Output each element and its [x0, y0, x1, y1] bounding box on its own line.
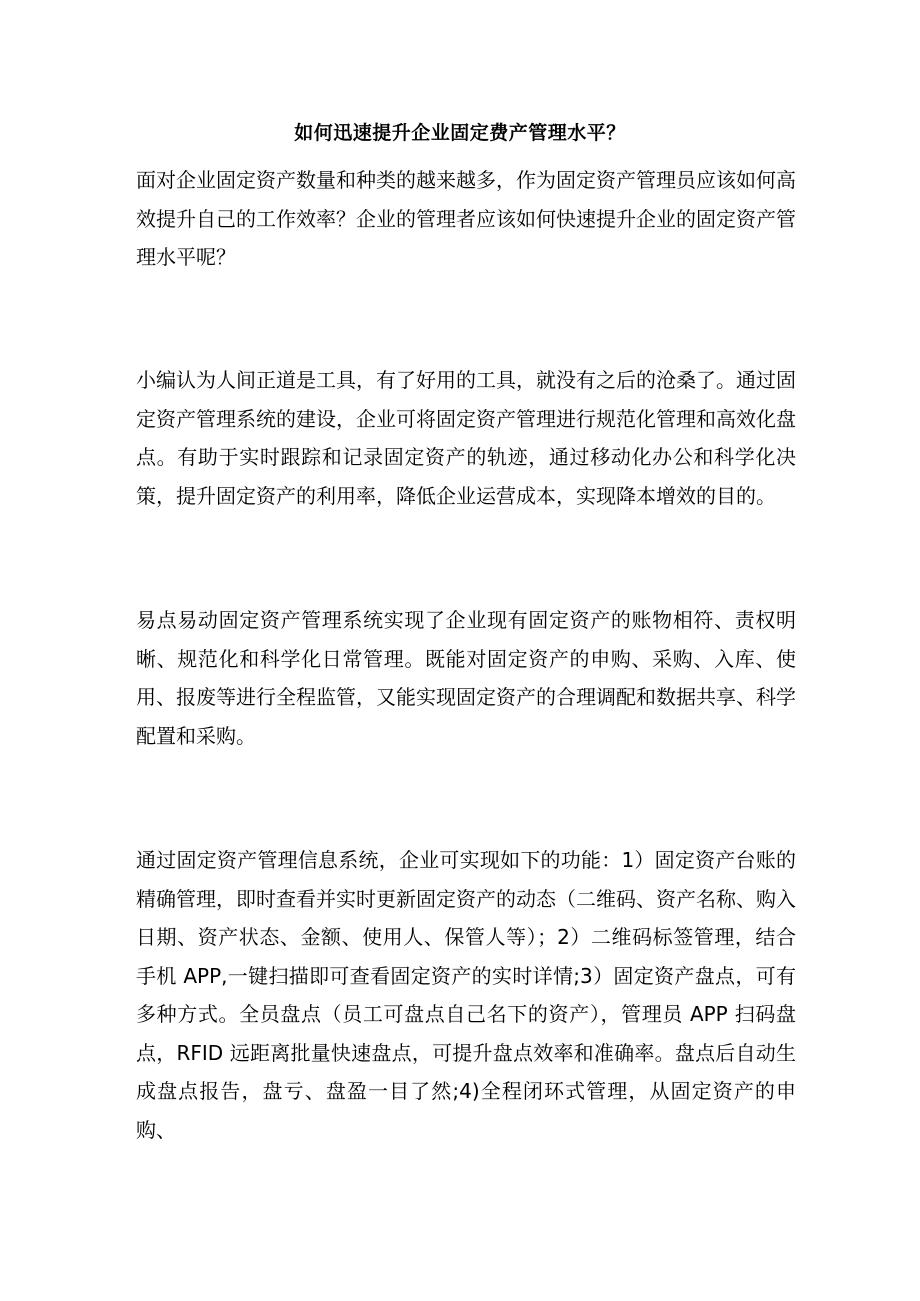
paragraph-tools: 小编认为人间正道是工具，有了好用的工具，就没有之后的沧桑了。通过固定资产管理系统的建设，企业可将固定资产管理进行规范化管理和高效化盘点。有助于实时跟踪和记录固定资产的轨迹，通过移动化办公和科学化决策，提升固定资产的利用率，降低企业运营成本，实现降本增效的目的。 [136, 368, 796, 508]
paragraph-features: 通过固定资产管理信息系统，企业可实现如下的功能：1）固定资产台账的精确管理，即时查看并实时更新固定资产的动态（二维码、资产名称、购入日期、资产状态、金额、使用人、保管人等）；2）二维码标签管理，结合手机 APP,一键扫描即可查看固定资产的实时详情;3）固定资产盘点，可有多种方式。全员盘点（员工可盘点自己名下的资产），管理员 APP 扫码盘点，RFID 远距离批量快速盘点，可提升盘点效率和准确率。盘点后自动生成盘点报告，盘亏、盘盈一目了然;4)全程闭环式管理，从固定资产的申购、 [136, 848, 796, 1142]
document-title: 如何迅速提升企业固定费产管理水平？ [294, 122, 626, 144]
paragraph-system: 易点易动固定资产管理系统实现了企业现有固定资产的账物相符、责权明晰、规范化和科学化日常管理。既能对固定资产的申购、采购、入库、使用、报废等进行全程监管，又能实现固定资产的合理调配和数据共享、科学配置和采购。 [136, 608, 796, 748]
paragraph-intro: 面对企业固定资产数量和种类的越来越多，作为固定资产管理员应该如何高效提升自己的工作效率？企业的管理者应该如何快速提升企业的固定资产管理水平呢？ [136, 168, 796, 269]
